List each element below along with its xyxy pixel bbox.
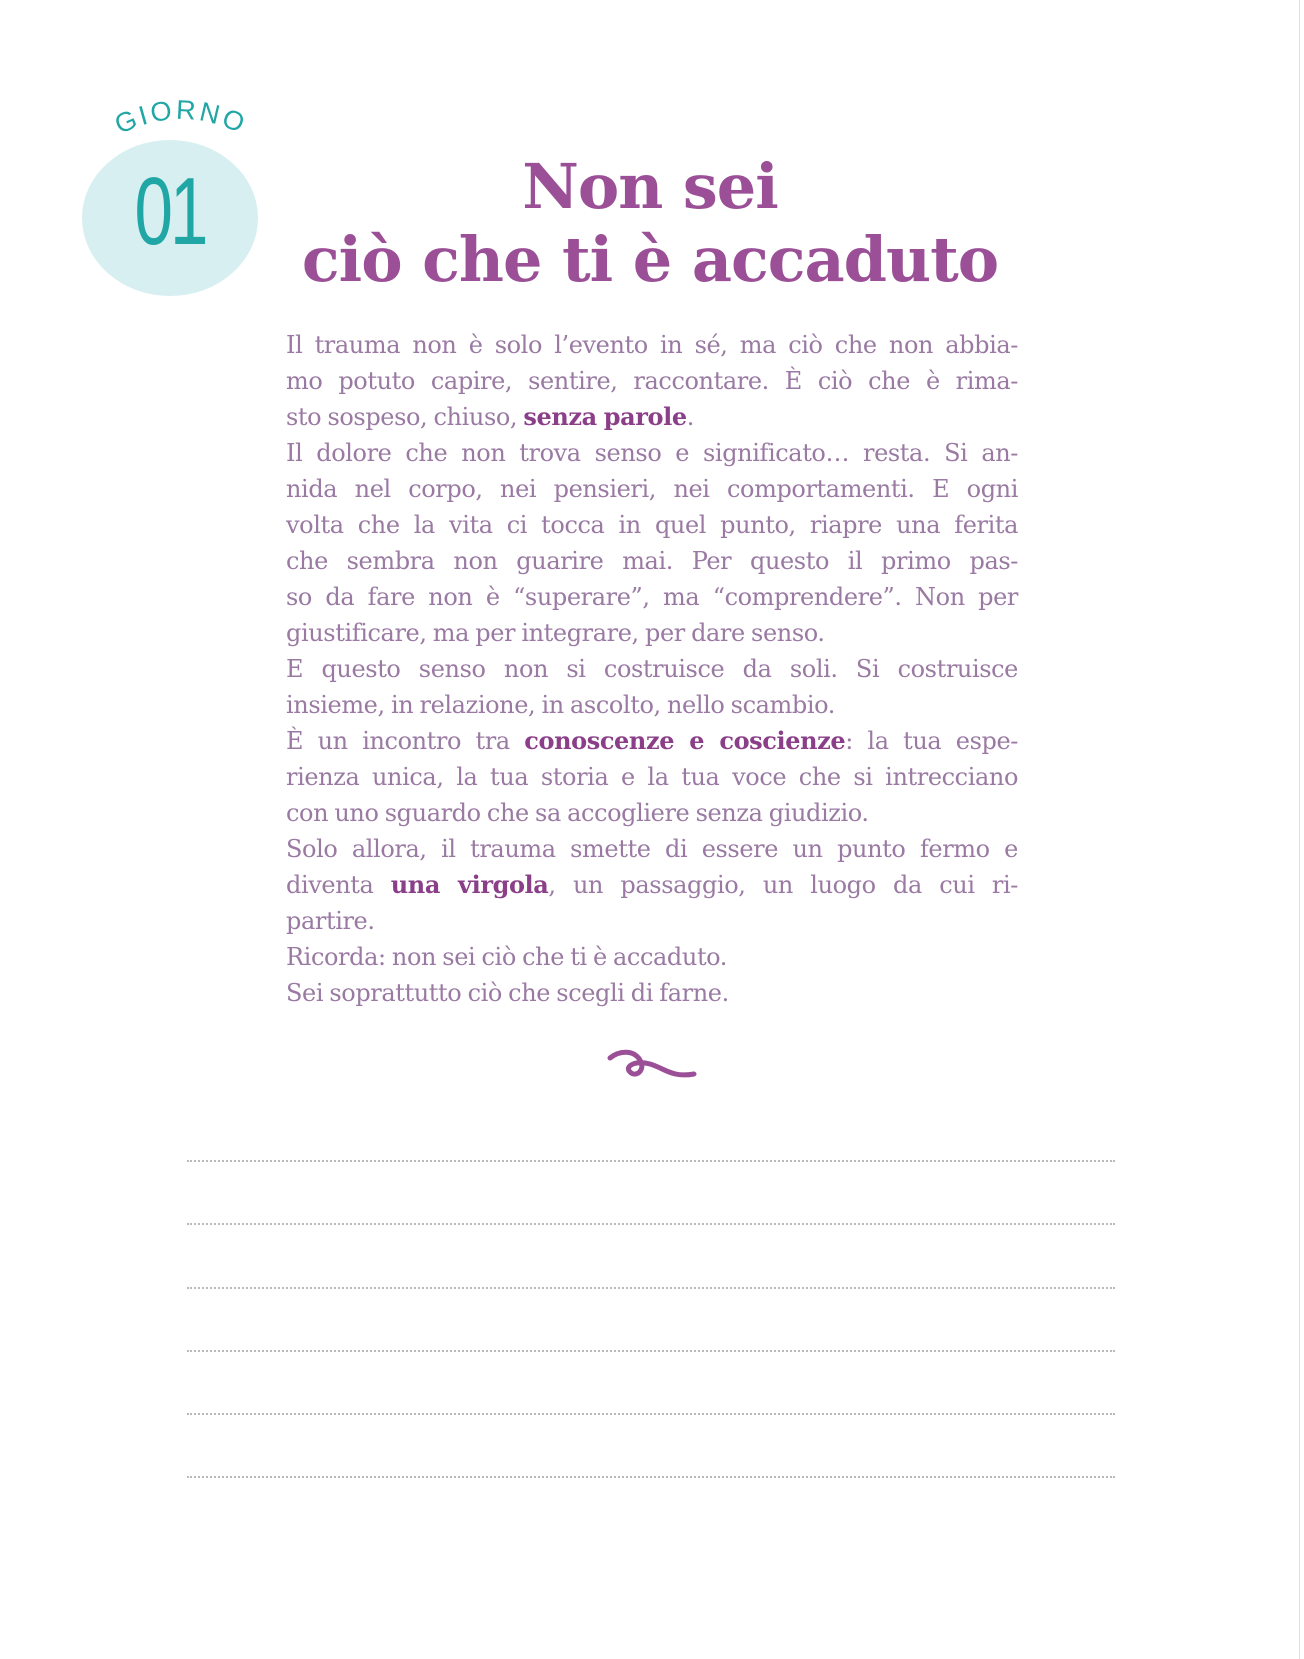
- body-line-16-end: , un passaggio, un luogo da cui ri-: [548, 871, 1018, 899]
- day-label: [96, 100, 266, 160]
- body-line-19: Sei soprattutto ciò che scegli di farne.: [286, 979, 729, 1007]
- body-line-8: so da fare non è “superare”, ma “comprendere”. Non per: [286, 583, 1018, 611]
- day-number: 01: [134, 158, 206, 265]
- writing-line[interactable]: [187, 1350, 1115, 1352]
- body-line-10: E questo senso non si costruisce da soli. Si costruisce: [286, 655, 1018, 683]
- body-line-18: Ricorda: non sei ciò che ti è accaduto.: [286, 943, 728, 971]
- body-line-15: Solo allora, il trauma smette di essere un punto fermo e: [286, 835, 1018, 863]
- body-line-2: mo potuto capire, sentire, raccontare. È ciò che è rima-: [286, 367, 1018, 395]
- swirl-ornament-icon: [606, 1048, 698, 1082]
- body-line-12-end: : la tua espe-: [845, 727, 1018, 755]
- writing-line[interactable]: [187, 1413, 1115, 1415]
- emphasis-senza-parole: senza parole: [523, 402, 687, 431]
- body-line-16-start: diventa: [286, 871, 391, 899]
- body-paragraph: [286, 327, 1018, 1011]
- emphasis-una-virgola: una virgola: [390, 870, 549, 899]
- body-line-17: partire.: [286, 907, 375, 935]
- body-line-11: insieme, in relazione, in ascolto, nello scambio.: [286, 691, 835, 719]
- page-edge-line: [1299, 0, 1300, 1659]
- body-line-12-start: È un incontro tra: [286, 727, 525, 755]
- body-line-13: rienza unica, la tua storia e la tua voce che si intrecciano: [286, 763, 1018, 791]
- body-line-4: Il dolore che non trova senso e significato… resta. Si an-: [286, 439, 1018, 467]
- writing-line[interactable]: [187, 1476, 1115, 1478]
- page-title: [290, 150, 1010, 296]
- body-line-9: giustificare, ma per integrare, per dare senso.: [286, 619, 825, 647]
- writing-line[interactable]: [187, 1160, 1115, 1162]
- title-line-1: Non sei: [522, 150, 778, 223]
- day-label-text: GIORNO: [110, 100, 252, 140]
- body-line-14: con uno sguardo che sa accogliere senza giudizio.: [286, 799, 869, 827]
- body-line-6: volta che la vita ci tocca in quel punto, riapre una ferita: [286, 511, 1018, 539]
- body-line-3: [286, 399, 1018, 435]
- body-line-12: [286, 723, 1018, 759]
- writing-line[interactable]: [187, 1287, 1115, 1289]
- emphasis-conoscenze-coscienze: conoscenze e coscienze: [524, 726, 846, 755]
- writing-line[interactable]: [187, 1223, 1115, 1225]
- body-line-7: che sembra non guarire mai. Per questo il primo pas-: [286, 547, 1018, 575]
- body-line-3-end: .: [686, 403, 694, 431]
- body-line-5: nida nel corpo, nei pensieri, nei comportamenti. E ogni: [286, 475, 1018, 503]
- body-line-16: [286, 867, 1018, 903]
- title-line-2: ciò che ti è accaduto: [301, 223, 999, 296]
- svg-text:GIORNO: [110, 100, 251, 140]
- body-line-1: Il trauma non è solo l’evento in sé, ma ciò che non abbia-: [286, 331, 1018, 359]
- body-line-3-start: sto sospeso, chiuso,: [286, 403, 524, 431]
